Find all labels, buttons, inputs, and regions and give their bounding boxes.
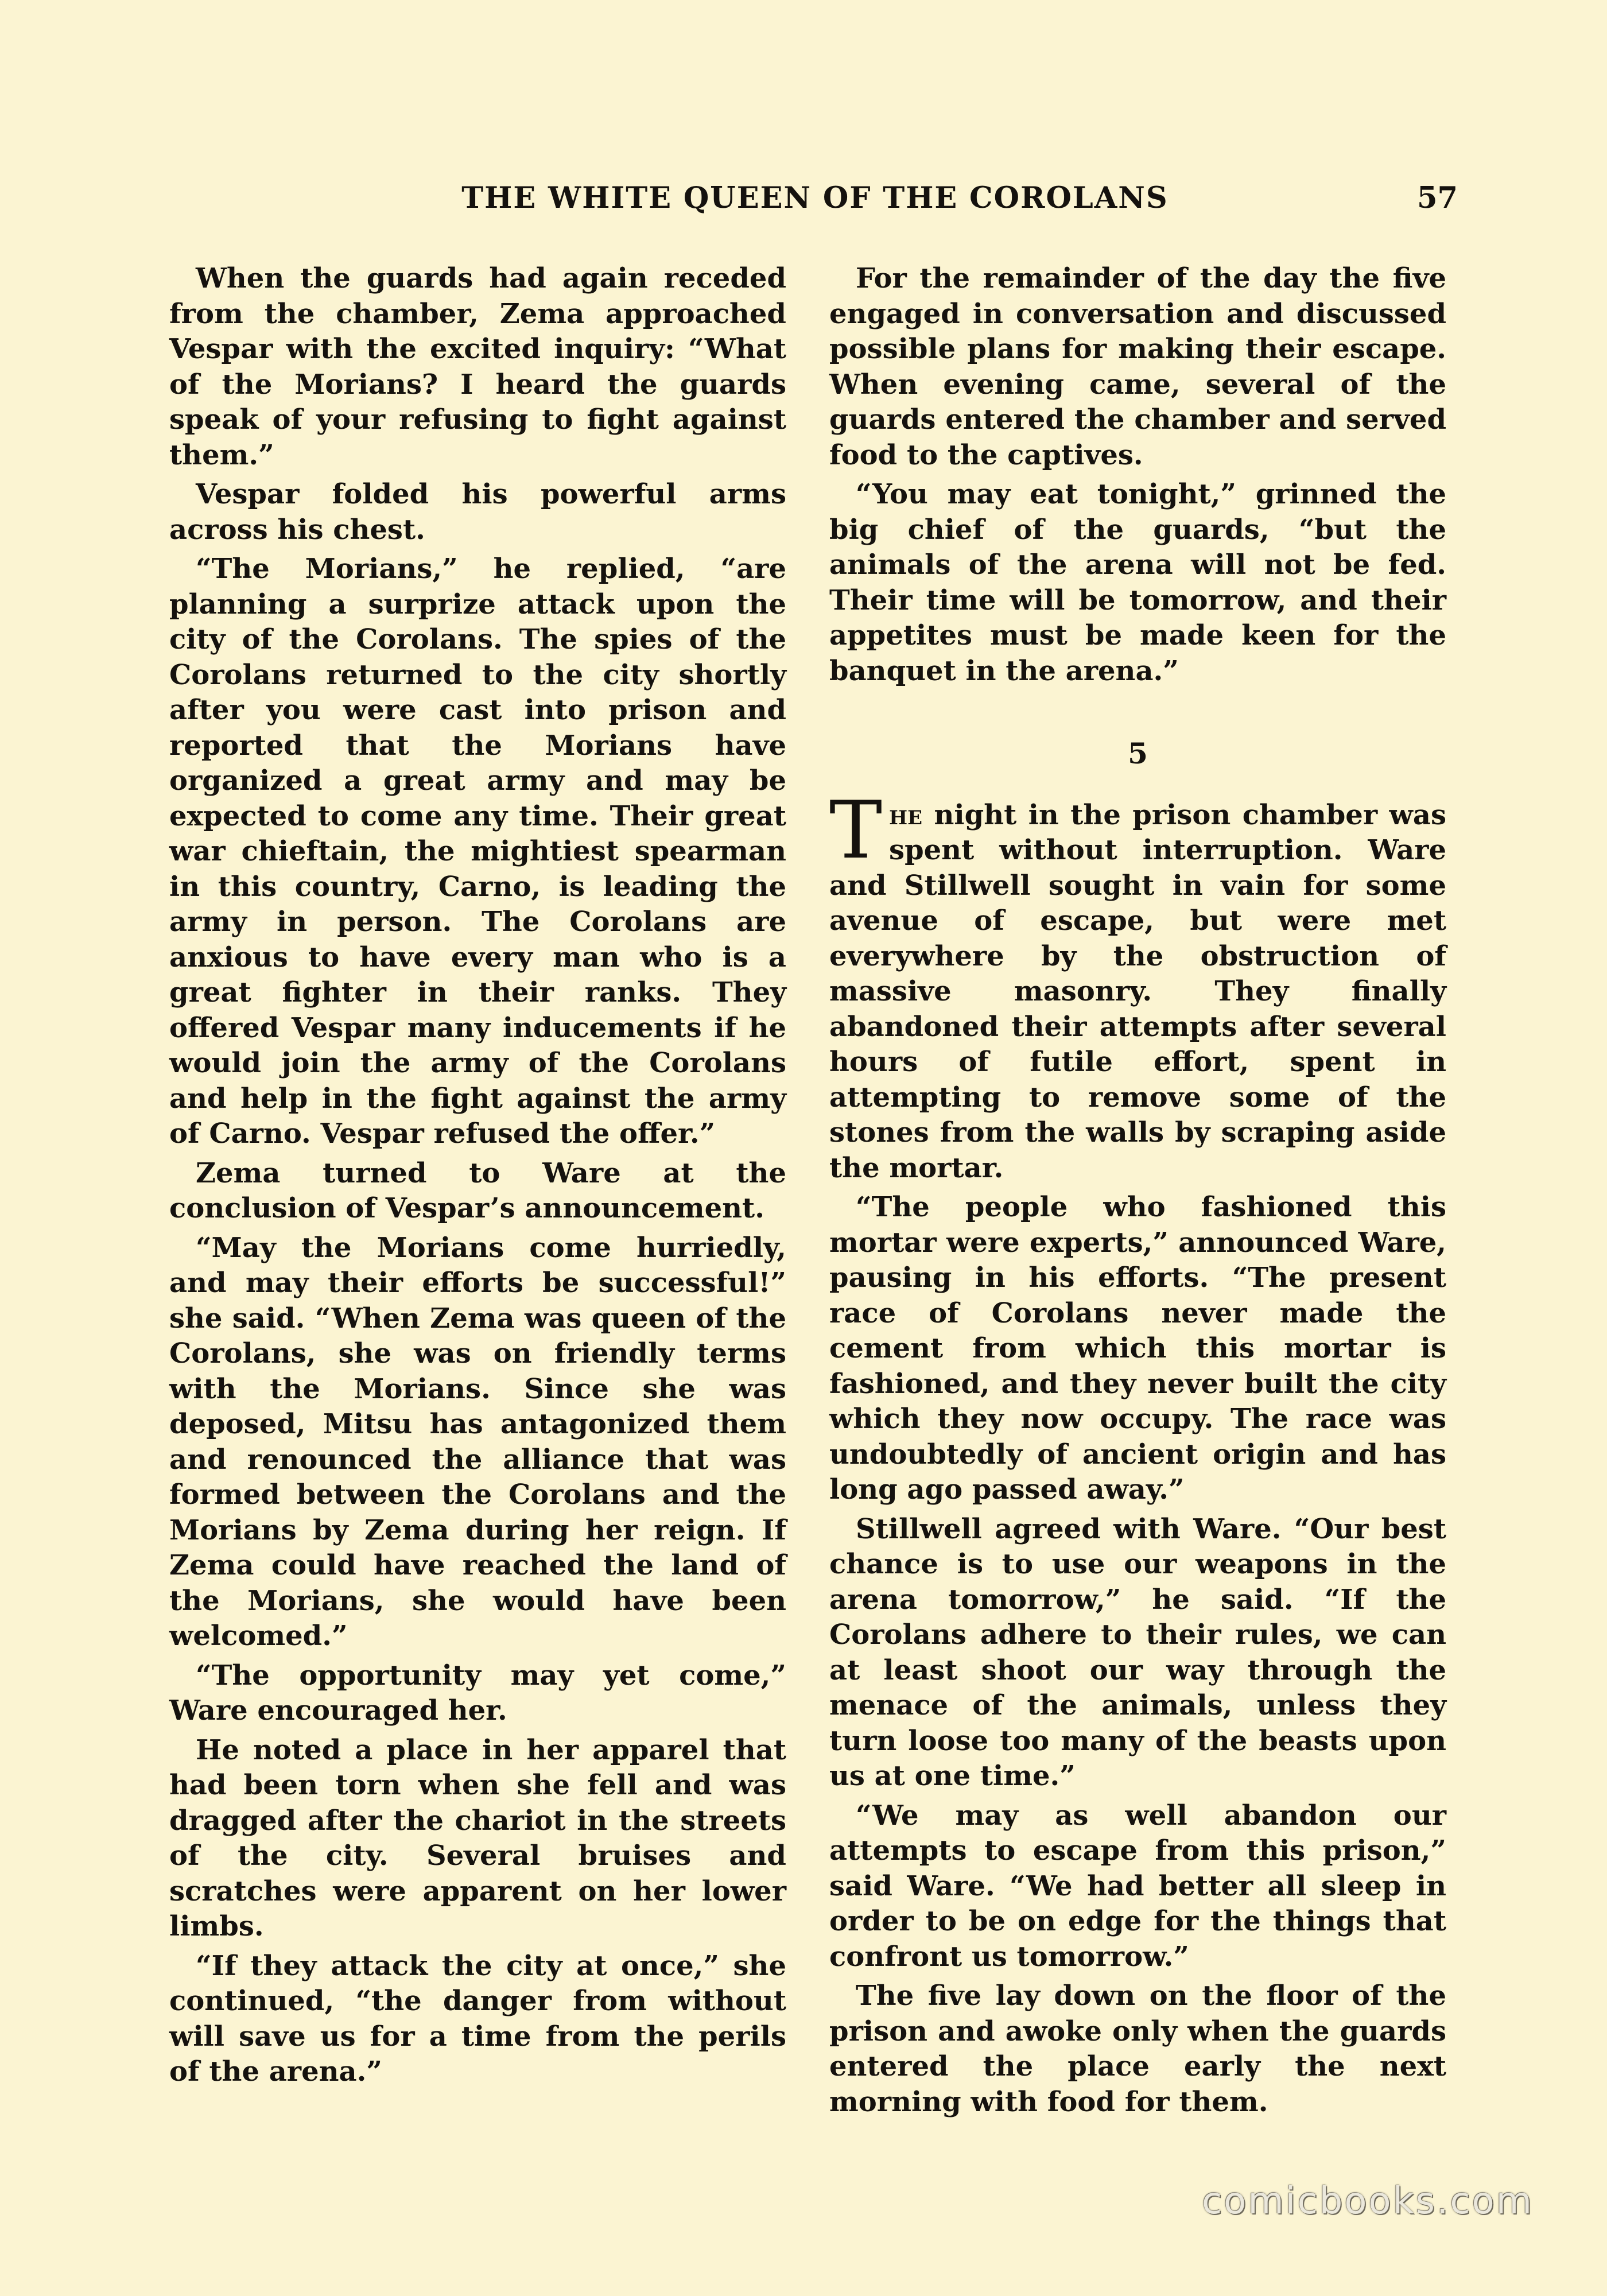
paragraph: When the guards had again receded from the chamber, Zema approached Vespar with the excited inquiry: “What of the Morians? I heard the guards speak of your refusing to fight against them.” <box>169 262 786 471</box>
running-title: THE WHITE QUEEN OF THE COROLANS <box>461 181 1169 215</box>
left-column <box>169 261 786 2090</box>
page-number: 57 <box>1417 181 1458 215</box>
drop-cap-small-caps: he <box>889 798 923 831</box>
paragraph: “The opportunity may yet come,” Ware encouraged her. <box>169 1659 786 1727</box>
paragraph: Stillwell agreed with Ware. “Our best chance is to use our weapons in the arena tomorrow,” he said. “If the Corolans adhere to their rules, we can at least shoot our way through the menace of the animals, unless they turn loose too many of the beasts upon us at one time.” <box>829 1512 1446 1792</box>
paragraph: “We may as well abandon our attempts to escape from this prison,” said Ware. “We had better all sleep in order to be on edge for the things that confront us tomorrow.” <box>829 1799 1446 1973</box>
right-column <box>829 261 1446 2120</box>
paragraph: “If they attack the city at once,” she continued, “the danger from without will save us for a time from the perils of the arena.” <box>169 1949 786 2088</box>
paragraph: “The people who fashioned this mortar were experts,” announced Ware, pausing in his efforts. “The present race of Corolans never made the cement from which this mortar is fashioned, and they never built the city which they now occupy. The race was undoubtedly of ancient origin and has long ago passed away.” <box>829 1191 1446 1506</box>
watermark: comicbooks.com <box>1201 2180 1534 2223</box>
page-header <box>172 172 1458 224</box>
paragraph: He noted a place in her apparel that had been torn when she fell and was dragged after the chariot in the streets of the city. Several bruises and scratches were apparent on her lower limbs. <box>169 1733 786 1942</box>
drop-cap-paragraph <box>829 784 1446 1186</box>
drop-cap-paragraph-text: night in the prison chamber was spent without interruption. Ware and Stillwell sought in vain for some avenue of escape, but were met everywhere by the obstruction of massive masonry. They finally abandoned their attempts after several hours of futile effort, spent in attempting to remove some of the stones from the walls by scraping aside the mortar. <box>829 798 1446 1184</box>
paragraph: Zema turned to Ware at the conclusion of Vespar’s announcement. <box>169 1157 786 1224</box>
section-number: 5 <box>1128 736 1148 770</box>
paragraph: “The Morians,” he replied, “are planning a surprize attack upon the city of the Corolans. The spies of the Corolans returned to the city shortly after you were cast into prison and reported that the Morians have organized a great army and may be expected to come any time. Their great war chieftain, the mightiest spearman in this country, Carno, is leading the army in person. The Corolans are anxious to have every man who is a great fighter in their ranks. They offered Vespar many inducements if he would join the army of the Corolans and help in the fight against the army of Carno. Vespar refused the offer.” <box>169 553 786 1150</box>
drop-cap: T <box>829 784 883 876</box>
paragraph: For the remainder of the day the five engaged in conversation and discussed possible plans for making their escape. When evening came, several of the guards entered the chamber and served food to the captives. <box>829 262 1446 471</box>
paragraph: “You may eat tonight,” grinned the big chief of the guards, “but the animals of the arena will not be fed. Their time will be tomorrow, and their appetites must be made keen for the banquet in the arena.” <box>829 478 1446 687</box>
paragraph: “May the Morians come hurriedly, and may their efforts be successful!” she said. “When Zema was queen of the Corolans, she was on friendly terms with the Morians. Since she was deposed, Mitsu has antagonized them and renounced the alliance that was formed between the Corolans and the Morians by Zema during her reign. If Zema could have reached the land of the Morians, she would have been welcomed.” <box>169 1231 786 1652</box>
paragraph: The five lay down on the floor of the prison and awoke only when the guards entered the place early the next morning with food for them. <box>829 1980 1446 2118</box>
paragraph: Vespar folded his powerful arms across his chest. <box>169 478 786 546</box>
